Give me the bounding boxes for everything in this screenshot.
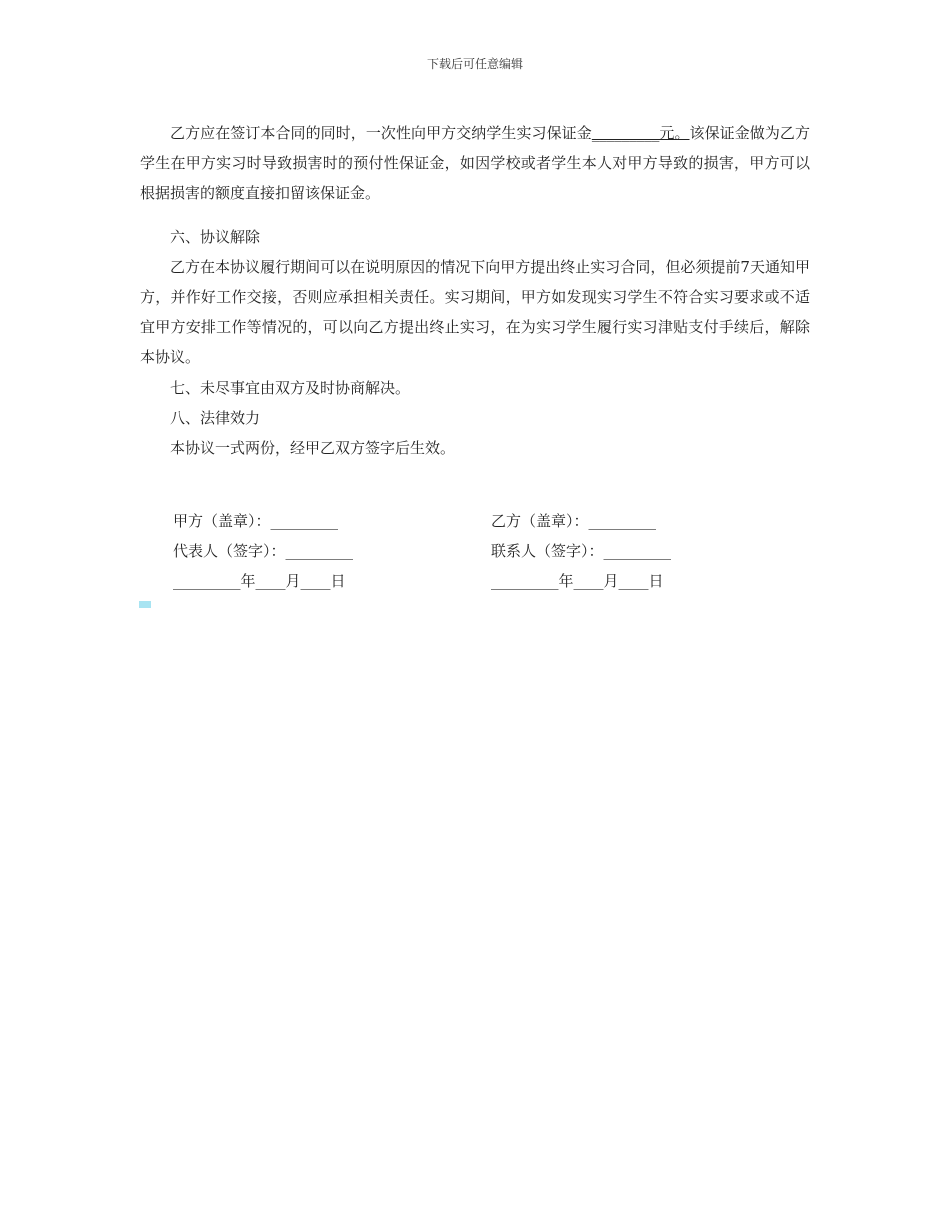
section-8-body: 本协议一式两份，经甲乙双方签字后生效。 [170,439,456,457]
party-b-contact-line: 联系人（签字）：_________ [491,542,672,560]
section-8-heading: 八、法律效力 [170,409,261,427]
party-a-date-line: _________年____月____日 [173,572,346,590]
page-header-note: 下载后可任意编辑 [426,57,523,71]
section-6-heading: 六、协议解除 [170,228,261,246]
highlight-marker [139,601,151,608]
deposit-amount-blank: _________元。 [591,124,690,142]
deposit-text-2: 该保证金做为乙方学生在甲方实习时导致损害时的预付性保证金，如因学校或者学生本人对甲方导致的损害，甲方可以根据损害的额度直接扣留该保证金。 [140,124,810,202]
deposit-text-1: 乙方应在签订本合同的同时，一次性向甲方交纳学生实习保证金 [170,124,592,142]
section-6-body: 乙方在本协议履行期间可以在说明原因的情况下向甲方提出终止实习合同，但必须提前7天通知甲方，并作好工作交接，否则应承担相关责任。实习期间，甲方如发现实习学生不符合实习要求或不适宜甲方安排工作等情况的，可以向乙方提出终止实习，在为实习学生履行实习津贴支付手续后，解除本协议。 [140,258,810,366]
section-7-text: 七、未尽事宜由双方及时协商解决。 [170,379,411,397]
party-b-date-line: _________年____月____日 [491,572,664,590]
party-a-representative-line: 代表人（签字）：_________ [173,542,354,560]
party-a-seal-line: 甲方（盖章）：_________ [173,512,339,530]
party-b-seal-line: 乙方（盖章）：_________ [491,512,657,530]
deposit-paragraph [140,118,810,208]
